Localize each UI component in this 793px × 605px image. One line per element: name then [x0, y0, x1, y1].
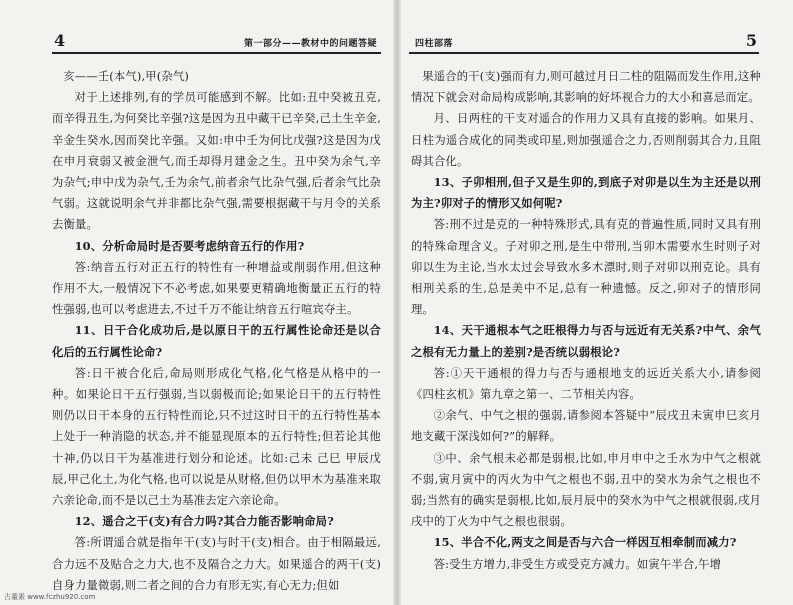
site-watermark: 古董素 www.fczhu920.com	[4, 593, 96, 601]
paragraph: 答:所谓遥合就是指年干(支)与时干(支)相合。由于相隔最远,合力远不及贴合之力大,也不及隔合之力大。如果遥合的两干(支)自身力量微弱,则二者之间的合力有形无实,有心无力;但如	[52, 536, 381, 592]
paragraph: 答:①天干通根的得力与否与通根地支的远近关系大小,请参阅《四柱玄机》第九章之第一、二节相关内容。	[411, 366, 761, 402]
right-page-body	[411, 66, 761, 585]
paragraph: ②余气、中气之根的强弱,请参阅本答疑中“辰戌丑未寅申巳亥月地支藏干深浅如何?”的解释。	[411, 409, 761, 444]
left-page-body	[52, 66, 381, 592]
paragraph: 果遥合的干(支)强而有力,则可越过月日二柱的阻隔而发生作用,这种情况下就会对命局构成影响,其影响的好坏视合力的大小和喜忌而定。	[411, 70, 762, 105]
paragraph: 答:纳音五行对正五行的特性有一种增益或削弱作用,但这种作用不大,一般情况下不必考虑,如果要更精确地衡量正五行的特性强弱,也可以考虑进去,不过千万不能让纳音五行喧宾夺主。	[52, 260, 381, 317]
paragraph: 答:受生方增力,非受生方或受克方减力。如寅午半合,午增	[433, 557, 722, 571]
left-page-number: 4	[54, 31, 66, 50]
right-running-head: 四柱部落	[415, 39, 454, 49]
left-page-header	[52, 30, 381, 54]
left-running-head: 第一部分——教材中的问题答疑	[243, 39, 377, 49]
paragraph: 月、日两柱的干支对遥合的作用力又具有直接的影响。如果月、日柱为遥合成化的同类或印星,则加强遥合之力,否则削弱其合力,且阻碍其合化。	[411, 112, 761, 168]
question-heading: 10、分析命局时是否要考虑纳音五行的作用?	[74, 238, 305, 253]
question-heading: 12、遥合之干(支)有合力吗?其合力能否影响命局?	[74, 514, 334, 529]
paragraph: 答:刑不过是克的一种特殊形式,具有克的普遍性质,同时又具有刑的特殊命理含义。子对卯之刑,是生中带刑,当卯木需要水生时则子对卯以生为主论,当水太过会导致水多木漂时,则子对卯以刑克论。具有相刑关系的生,总是美中不足,总有一种遗憾。反之,卯对子的情形同理。	[411, 218, 761, 317]
question-heading: 14、天干通根本气之旺根得力与否与远近有无关系?中气、余气之根有无力量上的差别?是否统以弱根论?	[411, 323, 761, 359]
right-page	[397, 0, 793, 605]
right-page-number: 5	[745, 31, 757, 50]
paragraph: 亥——壬(本气),甲(杂气)	[63, 70, 189, 83]
question-heading: 13、子卯相刑,但子又是生卯的,到底子对卯是以生为主还是以刑为主?卯对子的情形又如何呢?	[411, 175, 761, 211]
question-heading: 15、半合不化,两支之间是否与六合一样因互相牵制而减力?	[433, 535, 737, 550]
question-heading: 11、日干合化成功后,是以原日干的五行属性论命还是以合化后的五行属性论命?	[52, 323, 381, 359]
paragraph: ③中、余气根未必都是弱根,比如,申月申中之壬水为中气之根就不弱,寅月寅中的丙火为中气之根也不弱,丑中的癸水为余气之根也不弱;当然有的确实是弱根,比如,辰月辰中的癸水为中气之根就很弱,戌月戌中的丁火为中气之根也很弱。	[411, 451, 761, 529]
right-page-header	[409, 30, 759, 54]
paragraph: 对于上述排列,有的学员可能感到不解。比如:丑中癸被丑克,而辛得丑生,为何癸比辛强?这是因为丑中藏干已辛癸,己土生辛金,辛金生癸水,因而癸比辛强。又如:申中壬为何比戊强?这是因为戊在申月衰弱又被金泄气,而壬却得月建金之生。丑中癸为余气,辛为杂气;申中戊为杂气,壬为余气,前者余气比杂气强,后者余气比杂气弱。这就说明余气并非都比杂气强,需要根据藏干与月令的关系去衡量。	[52, 91, 381, 232]
paragraph: 答:日干被合化后,命局则形成化气格,化气格是从格中的一种。如果论日干五行强弱,当以弱极而论;如果论日干的五行特性则仍以日干本身的五行特性而论,只不过这时日干的五行特性基本上处于一种消隐的状态,并不能显现原本的五行特性;但若论其他十神,仍以日干为基准进行划分和论述。比如:己未 己巳 甲辰戊辰,甲己化土,为化气格,也可以说是从财格,但仍以甲木为基准来取六亲论命,而不是以己土为基准去定六亲论命。	[52, 366, 381, 508]
